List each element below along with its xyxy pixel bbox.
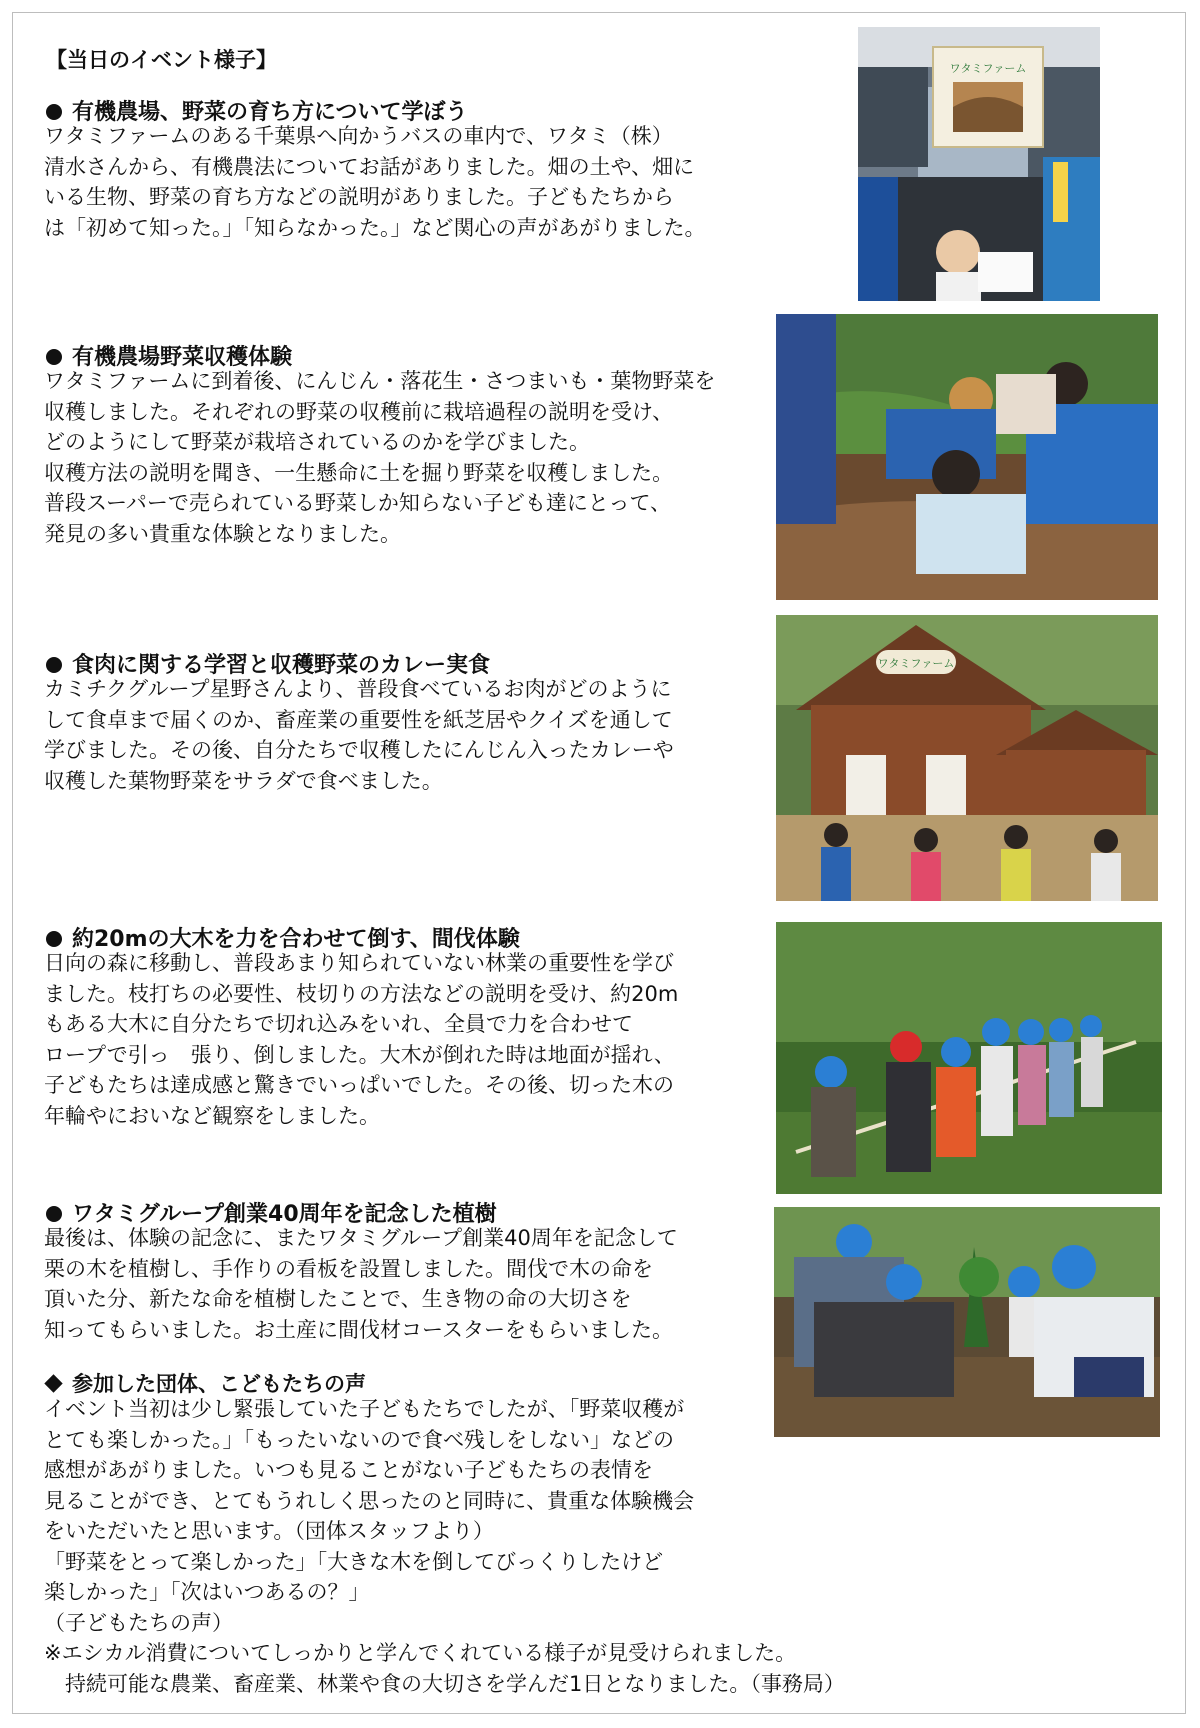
section-body-4: 日向の森に移動し、普段あまり知られていない林業の重要性を学び ました。枝打ちの必要性、枝切りの方法などの説明を受け、約20m もある大木に自分たちで切れ込みをいれ、全員で力を合わせて ロープで引っ 張り、倒しました。大木が倒れた時は地面が揺れ、 子どもたちは達成感と驚きでいっぱいでした。その後、切った木の 年輪やにおいなど観察をしました。 [44, 951, 679, 1128]
photo-bus-lecture [858, 27, 1100, 301]
voices-heading: 参加した団体、こどもたちの声 [44, 1368, 366, 1398]
bullet-icon [46, 657, 62, 673]
bullet-icon [46, 349, 62, 365]
section-body-2: ワタミファームに到着後、にんじん・落花生・さつまいも・葉物野菜を 収穫しました。それぞれの野菜の収穫前に栽培過程の説明を受け、 どのようにして野菜が栽培されているのかを学びました。 収穫方法の説明を聞き、一生懸命に土を掘り野菜を収穫しました。 普段スーパーで売られている野菜しか知らない子ども達にとって、 発見の多い貴重な体験となりました。 [44, 369, 716, 546]
page-title: 【当日のイベント様子】 [46, 48, 277, 72]
section-heading-4: 約20mの大木を力を合わせて倒す、間伐体験 [46, 922, 520, 953]
section-heading-2: 有機農場野菜収穫体験 [46, 340, 292, 371]
section-heading-5: ワタミグループ創業40周年を記念した植樹 [46, 1197, 497, 1228]
section-body-3: カミチクグループ星野さんより、普段食べているお肉がどのように して食卓まで届くのか、畜産業の重要性を紙芝居やクイズを通して 学びました。その後、自分たちで収穫したにんじん入ったカレーや 収穫した葉物野菜をサラダで食べました。 [44, 677, 674, 793]
bullet-icon [46, 104, 62, 120]
section-heading-1: 有機農場、野菜の育ち方について学ぼう [46, 95, 468, 126]
photo-tree-felling [776, 922, 1162, 1194]
footnote: ※エシカル消費についてしっかりと学んでくれている様子が見受けられました。 持続可能な農業、畜産業、林業や食の大切さを学んだ1日となりました。（事務局） [44, 1641, 845, 1696]
section-body-5: 最後は、体験の記念に、またワタミグループ創業40周年を記念して 栗の木を植樹し、手作りの看板を設置しました。間伐で木の命を 頂いた分、新たな命を植樹したことで、生き物の命の大切さを 知ってもらいました。お土産に間伐材コースターをもらいました。 [44, 1226, 678, 1342]
bullet-icon [46, 1206, 62, 1222]
photo-harvest [776, 314, 1158, 600]
diamond-icon [44, 1374, 62, 1392]
bullet-icon [46, 931, 62, 947]
photo-lodge-curry [776, 615, 1158, 901]
photo-tree-planting [774, 1207, 1160, 1437]
section-body-1: ワタミファームのある千葉県へ向かうバスの車内で、ワタミ（株） 清水さんから、有機農法についてお話がありました。畑の土や、畑に いる生物、野菜の育ち方などの説明がありました。子どもたちから は「初めて知った。」「知らなかった。」など関心の声があがりました。 [44, 124, 706, 240]
lodge-sign-text: ワタミファーム [877, 657, 955, 670]
voices-body: イベント当初は少し緊張していた子どもたちでしたが、「野菜収穫が とても楽しかった。」「もったいないので食べ残しをしない」などの 感想があがりました。いつも見ることがない子どもたちの表情を 見ることができ、とてもうれしく思ったのと同時に、貴重な体験機会 をいただいたと思います。（団体スタッフより） 「野菜をとって楽しかった」「大きな木を倒してびっくりしたけど 楽しかった」「次はいつあるの？」 （子どもたちの声） [44, 1397, 695, 1635]
bus-sign-text: ワタミファーム [949, 62, 1027, 75]
section-heading-3: 食肉に関する学習と収穫野菜のカレー実食 [46, 648, 490, 679]
